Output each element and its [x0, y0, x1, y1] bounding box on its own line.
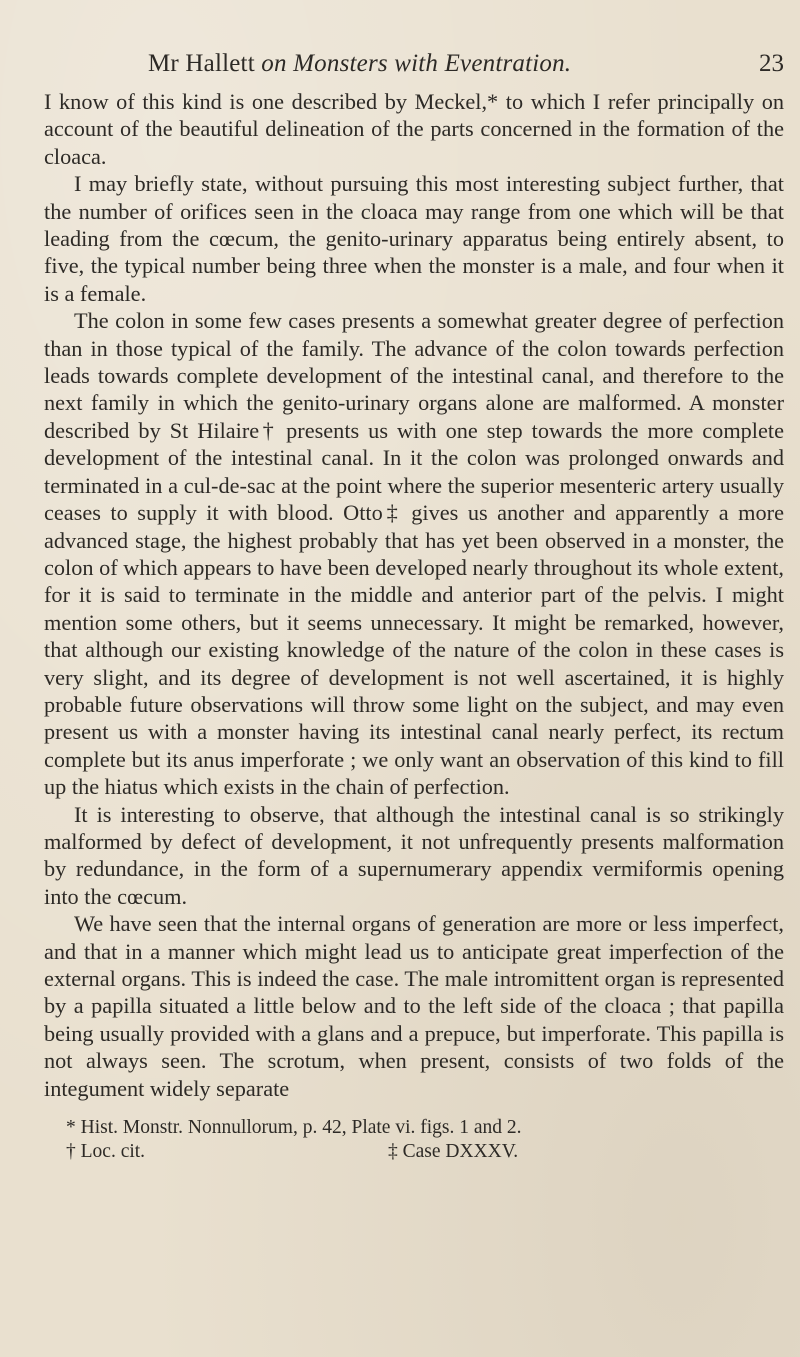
footnote: ‡ Case DXXXV. [388, 1141, 519, 1163]
header-author: Mr Hallett [148, 50, 255, 77]
page [44, 50, 784, 1164]
paragraph: We have seen that the internal organs of generation are more or less imperfect, and that in a manner which might lead us to anticipate great imperfection of the external organs. This is indeed the case. The male intromittent organ is represented by a papilla situated a little below and to the left side of the cloaca ; that papilla being usually provided with a glans and a prepuce, but imperforate. This papilla is not always seen. The scrotum, when present, consists of two folds of the integument widely separate [44, 911, 784, 1101]
footnotes [44, 1116, 784, 1164]
footnote: † Loc. cit. [66, 1141, 146, 1163]
body-text [44, 88, 784, 1102]
paragraph: I know of this kind is one described by Meckel,* to which I refer principally on account of the beautiful delineation of the parts concerned in the formation of the cloaca. [44, 89, 784, 169]
header-title: on Monsters with Eventration. [261, 50, 572, 77]
footnote: * Hist. Monstr. Nonnullorum, p. 42, Plate vi. figs. 1 and 2. [66, 1117, 522, 1139]
running-head [148, 50, 571, 78]
paragraph: The colon in some few cases presents a somewhat greater degree of perfection than in those typical of the family. The advance of the colon towards perfection leads towards complete development of the intestinal canal, and therefore to the next family in which the genito-urinary organs alone are malformed. A monster described by St Hilaire† presents us with one step towards the more complete development of the intestinal canal. In it the colon was prolonged onwards and terminated in a cul-de-sac at the point where the superior mesenteric artery usually ceases to supply it with blood. Otto‡ gives us another and apparently a more advanced stage, the highest probably that has yet been observed in a monster, the colon of which appears to have been developed nearly throughout its whole extent, for it is said to terminate in the middle and anterior part of the pelvis. I might mention some others, but it seems unnecessary. It might be remarked, however, that although our existing knowledge of the nature of the colon in these cases is very slight, and its degree of development is not well ascertained, it is highly probable future observations will throw some light on the subject, and may even present us with a monster having its intestinal canal nearly perfect, its rectum complete but its anus imperforate ; we only want an observation of this kind to fill up the hiatus which exists in the chain of perfection. [44, 308, 784, 800]
running-header [44, 50, 784, 84]
page-number: 23 [759, 50, 784, 77]
paragraph: It is interesting to observe, that although the intestinal canal is so strikingly malformed by defect of development, it not unfrequently presents malformation by redundance, in the form of a supernumerary appendix vermiformis opening into the cœcum. [44, 801, 784, 909]
footnote-row [44, 1140, 784, 1164]
paragraph: I may briefly state, without pursuing this most interesting subject further, that the number of orifices seen in the cloaca may range from one which will be that leading from the cœcum, the genito-urinary apparatus being entirely absent, to five, the typical number being three when the monster is a male, and four when it is a female. [44, 171, 784, 306]
